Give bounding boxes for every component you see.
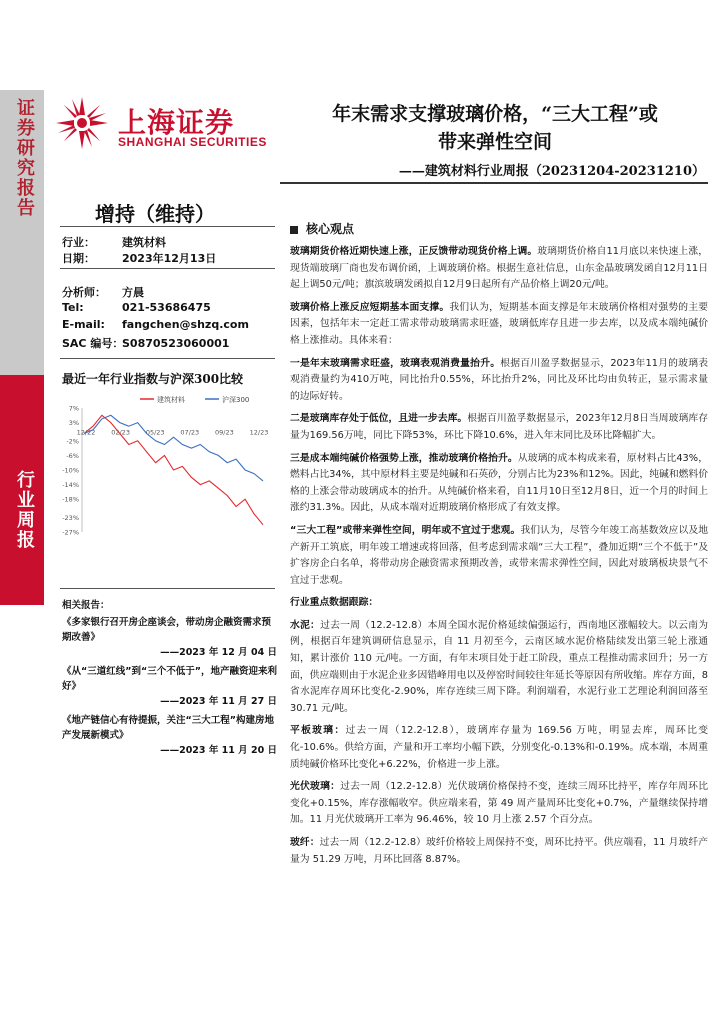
y-tick-label: 3% xyxy=(68,419,79,428)
sidebar-report-type: 证券研究报告 xyxy=(14,98,35,218)
report-title-line1: 年末需求支撑玻璃价格，“三大工程”或 xyxy=(332,103,658,125)
x-tick-label: 02/23 xyxy=(111,428,130,437)
paragraph-text: 过去一周（12.2-12.8），玻璃库存量为 169.56 万吨，明显去库，周环比变化-10.6%。供给方面，产量和开工率均小幅下跌，分别变化-0.13%和-0.19%。成本端，本周重质纯碱价格环比变化+6.22%，价格进一步上涨。 xyxy=(290,725,709,770)
x-tick-label: 07/23 xyxy=(180,428,200,437)
related-reports-heading: 相关报告： xyxy=(62,600,110,611)
paragraph-text: 根据百川盈孚数据显示，2023年11月的玻璃表观消费量约为410万吨，同比抬升0.55%，环比抬升2%，同比及环比均由负转正，显示需求量的边际好转。 xyxy=(290,357,709,402)
chart-title: 最近一年行业指数与沪深300比较 xyxy=(62,372,244,386)
report-date: ——2023 年 11 月 20 日 xyxy=(160,745,277,756)
paragraph-lead: 三是成本端纯碱价格强势上涨，推动玻璃价格抬升。 xyxy=(290,452,518,464)
paragraph xyxy=(290,835,708,868)
paragraph xyxy=(290,244,708,294)
email-value[interactable]: fangchen@shzq.com xyxy=(122,318,249,331)
report-link[interactable]: 《从“三道红线”到“三个不低于”，地产融资迎来利好》 xyxy=(62,666,277,692)
y-tick-label: -18% xyxy=(62,495,79,504)
x-tick-label: 12/23 xyxy=(249,428,269,437)
divider xyxy=(60,226,275,227)
index-comparison-chart xyxy=(60,392,275,542)
analyst-row xyxy=(62,284,144,300)
paragraph-lead: 玻璃期货价格近期快速上涨，正反馈带动现货价格上调。 xyxy=(290,246,538,257)
sidebar-category: 行业周报 xyxy=(14,470,35,550)
analyst-label: 分析师： xyxy=(62,286,106,299)
square-bullet-icon xyxy=(290,226,298,234)
report-date: ——2023 年 12 月 04 日 xyxy=(160,647,277,658)
paragraph-lead: 玻纤： xyxy=(290,837,320,848)
paragraph-lead: 二是玻璃库存处于低位，且进一步去库。 xyxy=(290,413,468,425)
paragraph-lead: 一是年末玻璃需求旺盛，玻璃表观消费量抬升。 xyxy=(290,357,501,369)
analyst-value: 方晨 xyxy=(122,286,144,299)
y-tick-label: -10% xyxy=(62,466,79,475)
y-tick-label: -6% xyxy=(66,451,79,460)
divider xyxy=(60,588,275,589)
paragraph-lead: 水泥： xyxy=(290,619,321,631)
legend-label: 建筑材料 xyxy=(157,396,185,404)
paragraph-lead: 光伏玻璃： xyxy=(290,781,341,793)
y-tick-label: -27% xyxy=(62,528,79,537)
paragraph-text: 我们认为，尽管今年竣工高基数效应以及地产新开工筑底，明年竣工增速或将回落，但考虑到需求端“三大工程”，叠加近期“三个不低于”及扩容房企白名单，将带动房企融资需求预期改善，或带来需求弹性空间，因此对玻璃板块景气不宜过于悲观。 xyxy=(290,524,708,586)
core-views-content xyxy=(290,244,708,874)
tel-label: Tel: xyxy=(62,301,84,314)
paragraph-text: 玻璃期货价格自11月底以来快速上涨，现货端玻璃厂商也发布调价函，上调玻璃价格。根据生意社信息，山东金晶玻璃发函自12月11日起上调50元/吨；旗滨玻璃发函拟自12月9日起所有产品价格上调20元/吨。 xyxy=(290,246,709,291)
paragraph-text: 根据百川盈孚数据显示，2023年12月8日当周玻璃库存量为169.56万吨，同比下降53%，环比下降10.6%，进入年末同比及环比降幅扩大。 xyxy=(290,413,708,441)
email-label: E-mail: xyxy=(62,318,105,331)
report-title xyxy=(285,100,705,156)
industry-row xyxy=(62,234,166,250)
x-tick-label: 09/23 xyxy=(215,428,234,437)
title-divider xyxy=(280,182,708,184)
related-reports xyxy=(62,598,277,762)
date-value: 2023年12月13日 xyxy=(122,252,217,265)
email-row xyxy=(62,318,249,331)
section-heading xyxy=(290,220,354,237)
logo-cn-text: 上海证券 xyxy=(118,106,235,139)
report-link[interactable]: 《地产链信心有待提振，关注“三大工程”构建房地产发展新模式》 xyxy=(62,715,274,741)
tel-row xyxy=(62,301,211,314)
report-date: ——2023 年 11 月 27 日 xyxy=(160,696,277,707)
x-tick-label: 05/23 xyxy=(145,428,165,437)
paragraph-text: 从玻璃的成本构成来看，原材料占比43%，燃料占比34%，其中原材料主要是纯碱和石英砂，分别占比为23%和12%。因此，纯碱和燃料价格的上涨会带动玻璃成本的抬升。从纯碱价格来看，自11月10日至12月8日，近一个月的时间上涨约31.3%。因此，从成本端对近期玻璃价格形成了有效支撑。 xyxy=(290,452,709,514)
sac-label: SAC 编号： xyxy=(62,337,124,350)
paragraph xyxy=(290,523,708,589)
paragraph-lead: 平板玻璃： xyxy=(290,725,346,737)
report-title-line2: 带来弹性空间 xyxy=(437,131,552,153)
paragraph-text: 过去一周（12.2-12.8）本周全国水泥价格延续偏强运行，西南地区涨幅较大。以云南为例，根据百年建筑调研信息显示，自 11 月初至今，云南区域水泥价格陆续发出第三轮上涨通知，累计涨价 110 元/吨。一方面，有年末项目处于赶工阶段，重点工程推动需求回升；另一方面，供应端则由于水泥企业多因错峰用电以及停窑时间较往年延长等原因有所收缩。库存方面，8 省水泥库存周环比变化-2.90%，库存连续三周下降。利润端看，水泥行业工艺理论利润回落至 30.71 元/吨。 xyxy=(290,619,709,714)
sidebar-mid xyxy=(0,375,44,605)
divider xyxy=(60,358,275,359)
paragraph xyxy=(290,300,708,350)
paragraph xyxy=(290,356,708,406)
x-tick-label: 12/22 xyxy=(76,428,96,437)
series-line xyxy=(84,415,263,481)
date-label: 日期： xyxy=(62,252,95,265)
section-heading-text: 核心观点 xyxy=(306,222,355,236)
y-tick-label: -14% xyxy=(62,481,79,490)
sac-row xyxy=(62,335,229,351)
paragraph-text: 过去一周（12.2-12.8）光伏玻璃价格保持不变，连续三周环比持平，库存年周环比变化+0.15%，库存涨幅收窄。供应端来看，第 49 周产量周环比变化+0.7%，产量继续保持增加。11 月光伏玻璃开工率为 96.46%，较 10 月上涨 2.57 个百分点。 xyxy=(290,781,709,826)
company-logo xyxy=(54,95,274,155)
logo-mark-icon xyxy=(54,95,110,151)
paragraph xyxy=(290,595,708,612)
paragraph-lead: 玻璃价格上涨反应短期基本面支撑。 xyxy=(290,301,450,313)
rating: 增持（维持） xyxy=(95,202,215,226)
divider xyxy=(60,268,275,269)
paragraph-text: 我们认为，短期基本面支撑是年末玻璃价格相对强势的主要因素，包括年末一定赶工需求带动玻璃需求旺盛，玻璃低库存且进一步去库，以及成本端纯碱价格上涨推动。具体来看： xyxy=(290,301,709,346)
paragraph-lead: “三大工程”或带来弹性空间，明年或不宜过于悲观。 xyxy=(290,524,521,536)
y-tick-label: 7% xyxy=(68,404,79,413)
logo-en-text: SHANGHAI SECURITIES xyxy=(118,135,267,149)
paragraph xyxy=(290,451,708,517)
industry-value: 建筑材料 xyxy=(122,236,166,249)
report-subtitle: ——建筑材料行业周报（20231204-20231210） xyxy=(398,164,705,179)
paragraph xyxy=(290,779,708,829)
sac-value: S0870523060001 xyxy=(122,337,230,350)
date-row xyxy=(62,250,216,266)
paragraph-text: 过去一周（12.2-12.8）玻纤价格较上周保持不变，周环比持平。供应端看，11 月玻纤产量为 51.29 万吨，月环比回落 8.87%。 xyxy=(290,837,709,865)
report-link[interactable]: 《多家银行召开房企座谈会，带动房企融资需求预期改善》 xyxy=(62,617,272,643)
y-tick-label: -2% xyxy=(66,437,79,446)
industry-label: 行业： xyxy=(62,236,95,249)
sidebar-top xyxy=(0,90,44,375)
y-tick-label: -23% xyxy=(62,513,79,522)
paragraph xyxy=(290,723,708,773)
paragraph xyxy=(290,618,708,718)
legend-label: 沪深300 xyxy=(222,396,250,404)
paragraph xyxy=(290,411,708,444)
paragraph-lead: 行业重点数据跟踪： xyxy=(290,597,379,609)
tel-value: 021-53686475 xyxy=(122,301,211,314)
